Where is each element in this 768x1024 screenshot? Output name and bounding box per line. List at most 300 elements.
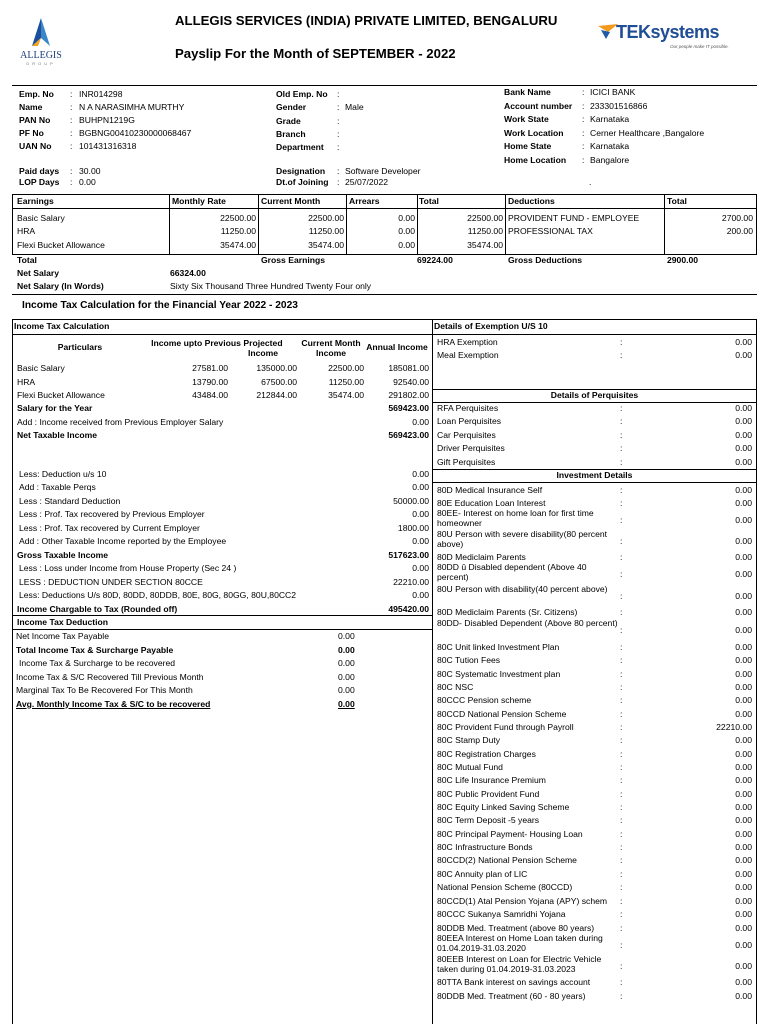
emp-field-value: BUHPN1219G: [79, 115, 135, 125]
colon: :: [620, 695, 623, 705]
colon: :: [620, 682, 623, 692]
emp-field-label: Account number: [504, 100, 573, 111]
investment-label: 80C Public Provident Fund: [437, 789, 540, 799]
investment-value: 0.00: [735, 735, 752, 745]
rule: [505, 194, 506, 254]
investment-value: 0.00: [735, 749, 752, 759]
investment-value: 0.00: [735, 775, 752, 785]
exemption-value: 0.00: [735, 337, 752, 347]
colon: :: [620, 456, 623, 467]
net-salary-label: Net Salary: [17, 268, 60, 278]
emp-field-value: Male: [345, 102, 364, 113]
arrears: 0.00: [398, 239, 415, 250]
arrears: 0.00: [398, 226, 415, 237]
emp-field-colon: :: [337, 102, 340, 113]
emp-field-value: Bangalore: [590, 154, 630, 165]
investment-value: 0.00: [735, 842, 752, 852]
investment-label: 80CCC Sukanya Samridhi Yojana: [437, 909, 566, 919]
current-month: 11250.00: [308, 226, 344, 237]
investment-label: 80C Tution Fees: [437, 655, 501, 665]
colon: :: [620, 815, 623, 825]
tax-line-label: Less : Standard Deduction: [19, 495, 121, 506]
tax-line-label: Gross Taxable Income: [17, 549, 109, 560]
colon: :: [620, 961, 623, 971]
colon: :: [620, 591, 623, 601]
investment-value: 0.00: [735, 625, 752, 635]
earning-total: 22500.00: [467, 213, 503, 223]
deduction-line-label: Marginal Tax To Be Recovered For This Month: [16, 685, 193, 695]
perquisite-label: Driver Perquisites: [437, 443, 505, 454]
emp-field-colon: :: [70, 141, 73, 151]
investment-label: 80C Registration Charges: [437, 749, 536, 759]
emp-field-value: BGBNG00410230000068467: [79, 128, 192, 138]
tax-line-value: 0.00: [412, 482, 429, 493]
projected-income: 135000.00: [256, 363, 297, 373]
tax-column-header: Current Month Income: [301, 338, 361, 358]
investment-label: 80C Equity Linked Saving Scheme: [437, 802, 570, 812]
investment-label: 80D Medical Insurance Self: [437, 485, 543, 495]
colon: :: [620, 775, 623, 785]
emp-field-colon: :: [582, 154, 585, 165]
investment-value: 0.00: [735, 869, 752, 879]
investment-label: 80E Education Loan Interest: [437, 498, 546, 508]
net-words: Sixty Six Thousand Three Hundred Twenty Four only: [170, 281, 372, 291]
colon: :: [620, 416, 623, 427]
tax-line-value: 0.00: [412, 469, 429, 479]
rule: [12, 319, 757, 320]
colon: :: [620, 882, 623, 892]
total-label: Total: [17, 255, 37, 265]
emp-field-value: 25/07/2022: [345, 177, 389, 187]
component-name: Basic Salary: [17, 363, 65, 373]
deduction-line-value: 0.00: [338, 644, 355, 655]
projected-income: 212844.00: [256, 390, 297, 400]
colon: :: [620, 940, 623, 950]
exemption-label: Meal Exemption: [437, 350, 499, 361]
emp-field-label: Dt.of Joining: [276, 177, 329, 187]
emp-field-colon: :: [337, 115, 340, 126]
arrears: 0.00: [398, 213, 415, 223]
rule: [432, 319, 433, 1024]
emp-field-label: Old Emp. No: [276, 89, 328, 99]
investment-value: 0.00: [735, 591, 752, 601]
emp-field-label: Gender: [276, 102, 307, 113]
investment-label: 80U Person with disability(40 percent above): [437, 584, 608, 594]
emp-field-label: Bank Name: [504, 87, 551, 97]
colon: :: [620, 337, 623, 347]
investment-value: 0.00: [735, 789, 752, 799]
investment-value: 0.00: [735, 607, 752, 617]
deduction-line-value: 0.00: [338, 685, 355, 695]
allegis-logo-mark: [14, 16, 68, 48]
investment-value: 0.00: [735, 940, 752, 950]
earning-name: Flexi Bucket Allowance: [17, 239, 105, 250]
tax-line-label: Less: Deductions U/s 80D, 80DD, 80DDB, 80E, 80G, 80GG, 80U,80CC2: [19, 590, 297, 601]
company-name: ALLEGIS SERVICES (INDIA) PRIVATE LIMITED, BENGALURU: [175, 13, 558, 28]
investment-value: 0.00: [735, 896, 752, 906]
colon: :: [620, 762, 623, 772]
colon: :: [620, 536, 623, 546]
projected-income: 67500.00: [261, 376, 297, 387]
investment-value: 0.00: [735, 829, 752, 839]
earning-total: 35474.00: [467, 239, 503, 250]
deduction-total: 2700.00: [721, 213, 753, 223]
exemption-value: 0.00: [735, 350, 752, 361]
component-name: HRA: [17, 376, 36, 387]
rule: [12, 254, 757, 255]
investment-value: 0.00: [735, 923, 752, 933]
earning-name: Basic Salary: [17, 213, 65, 223]
emp-field-colon: :: [70, 177, 73, 187]
deduction-title: Income Tax Deduction: [17, 617, 109, 627]
tax-column-header: Particulars: [57, 342, 103, 352]
tax-line-value: 0.00: [412, 509, 429, 520]
investment-label: 80U Person with severe disability(80 percent above): [437, 529, 608, 549]
investment-label: 80C Life Insurance Premium: [437, 775, 546, 785]
emp-field-colon: :: [582, 100, 585, 111]
investment-value: 0.00: [735, 909, 752, 919]
tax-line-value: 569423.00: [388, 403, 429, 413]
teksystems-tagline: Our people make IT possible.: [670, 44, 729, 49]
investment-value: 0.00: [735, 709, 752, 719]
gross-earnings: 69224.00: [417, 255, 453, 265]
emp-field-colon: :: [70, 115, 73, 125]
tax-line-value: 0.00: [412, 563, 429, 574]
investment-label: 80C NSC: [437, 682, 474, 692]
emp-field-value: 101431316318: [79, 141, 137, 151]
colon: :: [620, 749, 623, 759]
annual-income: 92540.00: [393, 376, 429, 387]
colon: :: [620, 498, 623, 508]
perquisite-label: Gift Perquisites: [437, 456, 496, 467]
emp-field-value: 233301516866: [590, 100, 648, 111]
pay-column-header: Total: [667, 196, 687, 206]
rule: [12, 194, 757, 195]
deduction-line-value: 0.00: [338, 658, 355, 668]
colon: :: [620, 350, 623, 361]
emp-field-colon: :: [582, 127, 585, 138]
monthly-rate: 11250.00: [220, 226, 256, 237]
perquisite-value: 0.00: [735, 429, 752, 440]
investment-label: 80CCC Pension scheme: [437, 695, 532, 705]
emp-dot: .: [589, 177, 592, 187]
colon: :: [620, 977, 623, 987]
colon: :: [620, 429, 623, 440]
investment-value: 0.00: [735, 536, 752, 546]
colon: :: [620, 829, 623, 839]
income-previous: 13790.00: [192, 376, 228, 387]
annual-income: 185081.00: [388, 363, 429, 373]
investment-label: 80TTA Bank interest on savings account: [437, 977, 591, 987]
investment-label: 80CCD(2) National Pension Scheme: [437, 855, 577, 865]
colon: :: [620, 802, 623, 812]
investment-label: 80EE- Interest on home loan for first time homeowner: [437, 508, 594, 528]
tax-line-label: Income Chargable to Tax (Rounded off): [17, 603, 178, 614]
investment-value: 0.00: [735, 498, 752, 508]
investment-label: 80CCD National Pension Scheme: [437, 709, 567, 719]
investment-label: 80D Mediclaim Parents: [437, 552, 526, 562]
investment-value: 0.00: [735, 695, 752, 705]
colon: :: [620, 625, 623, 635]
perquisite-value: 0.00: [735, 443, 752, 454]
investment-value: 0.00: [735, 961, 752, 971]
deduction-total: 200.00: [726, 226, 753, 237]
colon: :: [620, 552, 623, 562]
investment-value: 0.00: [735, 552, 752, 562]
emp-field-label: Home State: [504, 141, 552, 151]
investment-label: National Pension Scheme (80CCD): [437, 882, 573, 892]
colon: :: [620, 569, 623, 579]
emp-field-label: Designation: [276, 166, 326, 176]
emp-field-colon: :: [70, 89, 73, 99]
perquisite-label: Car Perquisites: [437, 429, 496, 440]
emp-field-colon: :: [70, 166, 73, 176]
colon: :: [620, 642, 623, 652]
net-words-label: Net Salary (In Words): [17, 281, 104, 291]
deduction-line-label: Income Tax & Surcharge to be recovered: [19, 658, 176, 668]
emp-field-colon: :: [337, 89, 340, 99]
colon: :: [620, 869, 623, 879]
investment-label: 80C Unit linked Investment Plan: [437, 642, 560, 652]
calc-title: Income Tax Calculation: [14, 321, 110, 331]
colon: :: [620, 515, 623, 525]
colon: :: [620, 923, 623, 933]
investment-value: 22210.00: [716, 722, 752, 732]
emp-field-colon: :: [70, 102, 73, 112]
tax-line-value: 495420.00: [388, 603, 429, 614]
pay-column-header: Arrears: [349, 196, 380, 206]
gross-deductions: 2900.00: [667, 255, 699, 265]
tax-line-label: Less : Prof. Tax recovered by Current Employer: [19, 522, 200, 533]
exemption-label: HRA Exemption: [437, 337, 498, 347]
net-salary: 66324.00: [170, 268, 206, 278]
colon: :: [620, 789, 623, 799]
component-name: Flexi Bucket Allowance: [17, 390, 105, 400]
perquisite-label: RFA Perquisites: [437, 403, 499, 413]
colon: :: [620, 722, 623, 732]
deduction-line-value: 0.00: [338, 698, 355, 709]
colon: :: [620, 896, 623, 906]
deduction-name: PROFESSIONAL TAX: [508, 226, 593, 237]
investment-label: 80C Principal Payment- Housing Loan: [437, 829, 583, 839]
monthly-rate: 35474.00: [220, 239, 256, 250]
tax-line-label: Add : Income received from Previous Employer Salary: [17, 416, 224, 427]
investment-value: 0.00: [735, 802, 752, 812]
emp-field-label: Work State: [504, 114, 549, 124]
colon: :: [620, 842, 623, 852]
investment-value: 0.00: [735, 642, 752, 652]
tax-line-label: Salary for the Year: [17, 403, 93, 413]
rule: [756, 194, 757, 254]
tax-line-value: 517623.00: [388, 549, 429, 560]
emp-field-label: PAN No: [19, 115, 51, 125]
investment-label: 80DD- Disabled Dependent (Above 80 percent): [437, 618, 618, 628]
investment-label: 80C Provident Fund through Payroll: [437, 722, 574, 732]
emp-field-value: INR014298: [79, 89, 123, 99]
colon: :: [620, 735, 623, 745]
investment-value: 0.00: [735, 815, 752, 825]
current-month: 35474.00: [308, 239, 344, 250]
current-month: 22500.00: [308, 213, 344, 223]
investment-label: 80DD û Disabled dependent (Above 40 percent): [437, 562, 587, 582]
investment-value: 0.00: [735, 485, 752, 495]
deduction-total: [664, 239, 753, 252]
emp-field-value: 30.00: [79, 166, 101, 176]
tax-line-label: LESS : DEDUCTION UNDER SECTION 80CCE: [19, 576, 203, 587]
colon: :: [620, 485, 623, 495]
deduction-line-label: Avg. Monthly Income Tax & S/C to be recovered: [16, 698, 211, 709]
emp-field-colon: :: [337, 177, 340, 187]
rule: [12, 294, 757, 295]
perquisite-value: 0.00: [735, 416, 752, 427]
emp-field-colon: :: [70, 128, 73, 138]
teksystems-logo: [598, 22, 738, 54]
emp-field-label: Home Location: [504, 154, 567, 165]
current-month-income: 11250.00: [328, 376, 364, 387]
tax-line-value: 569423.00: [388, 430, 429, 440]
emp-field-value: Karnataka: [590, 141, 630, 151]
rule: [756, 319, 757, 1024]
investment-label: 80EEB Interest on Loan for Electric Vehicle taken during 01.04.2019-31.03.2023: [437, 954, 602, 974]
deduction-line-label: Net Income Tax Payable: [16, 631, 109, 641]
current-month-income: 22500.00: [328, 363, 364, 373]
investment-label: 80C Annuity plan of LIC: [437, 869, 528, 879]
colon: :: [620, 443, 623, 454]
rule: [12, 208, 757, 209]
investment-label: 80EEA Interest on Home Loan taken during 01.04.2019-31.03.2020: [437, 933, 603, 953]
colon: :: [620, 607, 623, 617]
earning-total: 11250.00: [467, 226, 503, 237]
colon: :: [620, 991, 623, 1001]
colon: :: [620, 709, 623, 719]
tax-line-label: Less : Prof. Tax recovered by Previous Employer: [19, 509, 205, 520]
deduction-name: PROVIDENT FUND - EMPLOYEE: [508, 213, 640, 223]
tax-line-value: 0.00: [412, 416, 429, 427]
colon: :: [620, 403, 623, 413]
tax-line-value: 1800.00: [397, 522, 429, 533]
investment-value: 0.00: [735, 569, 752, 579]
emp-field-label: Work Location: [504, 127, 564, 138]
teksystems-logo-mark: [598, 24, 618, 40]
investment-value: 0.00: [735, 977, 752, 987]
emp-field-value: Karnataka: [590, 114, 630, 124]
investment-label: 80DDB Med. Treatment (60 - 80 years): [437, 991, 586, 1001]
payslip-title: Payslip For the Month of SEPTEMBER - 2022: [175, 46, 456, 61]
pay-column-header: Current Month: [261, 196, 321, 206]
emp-field-value: N A NARASIMHA MURTHY: [79, 102, 185, 112]
investment-label: 80D Mediclaim Parents (Sr. Citizens): [437, 607, 578, 617]
investment-label: 80C Stamp Duty: [437, 735, 501, 745]
gross-earnings-label: Gross Earnings: [261, 255, 325, 265]
investment-value: 0.00: [735, 991, 752, 1001]
tax-column-header: Projected Income: [243, 338, 283, 358]
emp-field-label: Name: [19, 102, 43, 112]
investment-label: 80CCD(1) Atal Pension Yojana (APY) schem: [437, 896, 608, 906]
tax-line-value: 22210.00: [393, 576, 429, 587]
investment-value: 0.00: [735, 682, 752, 692]
emp-field-label: Branch: [276, 128, 306, 139]
emp-field-colon: :: [337, 166, 340, 176]
investment-value: 0.00: [735, 515, 752, 525]
rule: [12, 319, 13, 1024]
tax-line-label: Net Taxable Income: [17, 430, 98, 440]
tax-line-label: Add : Other Taxable Income reported by the Employee: [19, 536, 227, 547]
deduction-line-label: Income Tax & S/C Recovered Till Previous Month: [16, 671, 204, 682]
investment-label: 80C Term Deposit -5 years: [437, 815, 540, 825]
colon: :: [620, 855, 623, 865]
rule: [12, 334, 432, 335]
emp-field-value: Software Developer: [345, 166, 421, 176]
investment-label: 80C Systematic Investment plan: [437, 669, 561, 679]
income-previous: 27581.00: [192, 363, 228, 373]
pay-column-header: Deductions: [508, 196, 555, 206]
emp-field-colon: :: [582, 87, 585, 97]
perquisite-label: Loan Perquisites: [437, 416, 502, 427]
investment-value: 0.00: [735, 669, 752, 679]
emp-field-label: Grade: [276, 115, 301, 126]
tax-column-header: Income upto Previous: [151, 338, 241, 348]
emp-field-value: ICICI BANK: [590, 87, 636, 97]
investment-title: Investment Details: [556, 470, 633, 480]
emp-field-colon: :: [582, 114, 585, 124]
colon: :: [620, 909, 623, 919]
annual-income: 291802.00: [388, 390, 429, 400]
emp-field-label: LOP Days: [19, 177, 60, 187]
pay-column-header: Earnings: [17, 196, 54, 206]
colon: :: [620, 669, 623, 679]
emp-field-label: Department: [276, 142, 324, 153]
rule: [12, 194, 13, 254]
pay-column-header: Monthly Rate: [172, 196, 226, 206]
tax-section-title: Income Tax Calculation for the Financial Year 2022 - 2023: [22, 300, 298, 311]
gross-deductions-label: Gross Deductions: [508, 255, 583, 265]
earning-name: HRA: [17, 226, 36, 237]
investment-label: 80DDB Med. Treatment (above 80 years): [437, 923, 595, 933]
pay-column-header: Total: [419, 196, 439, 206]
tax-line-label: Less: Deduction u/s 10: [19, 469, 107, 479]
investment-value: 0.00: [735, 855, 752, 865]
allegis-logo-sub: GROUP: [26, 61, 56, 66]
exemption-title: Details of Exemption U/S 10: [434, 321, 548, 331]
tax-line-label: Less : Loss under Income from House Property (Sec 24 ): [19, 563, 237, 574]
deduction-line-label: Total Income Tax & Surcharge Payable: [16, 644, 174, 655]
investment-label: 80C Mutual Fund: [437, 762, 503, 772]
rule: [432, 482, 757, 483]
deduction-line-value: 0.00: [338, 631, 355, 641]
emp-field-colon: :: [582, 141, 585, 151]
deduction-line-value: 0.00: [338, 671, 355, 682]
allegis-logo-text: ALLEGIS: [20, 50, 62, 61]
emp-field-colon: :: [337, 142, 340, 153]
monthly-rate: 22500.00: [220, 213, 256, 223]
emp-field-label: Emp. No: [19, 89, 54, 99]
emp-field-label: UAN No: [19, 141, 52, 151]
current-month-income: 35474.00: [328, 390, 364, 400]
tax-column-header: Annual Income: [366, 342, 428, 352]
investment-value: 0.00: [735, 655, 752, 665]
emp-field-value: Cerner Healthcare ,Bangalore: [590, 127, 705, 138]
rule: [432, 334, 757, 335]
teksystems-logo-text: TEKsystems: [616, 22, 720, 42]
tax-line-value: 0.00: [412, 590, 429, 601]
emp-field-label: PF No: [19, 128, 44, 138]
perquisite-value: 0.00: [735, 456, 752, 467]
investment-value: 0.00: [735, 882, 752, 892]
tax-line-value: 50000.00: [393, 495, 429, 506]
perquisite-value: 0.00: [735, 403, 752, 413]
colon: :: [620, 655, 623, 665]
tax-line-value: 0.00: [412, 536, 429, 547]
